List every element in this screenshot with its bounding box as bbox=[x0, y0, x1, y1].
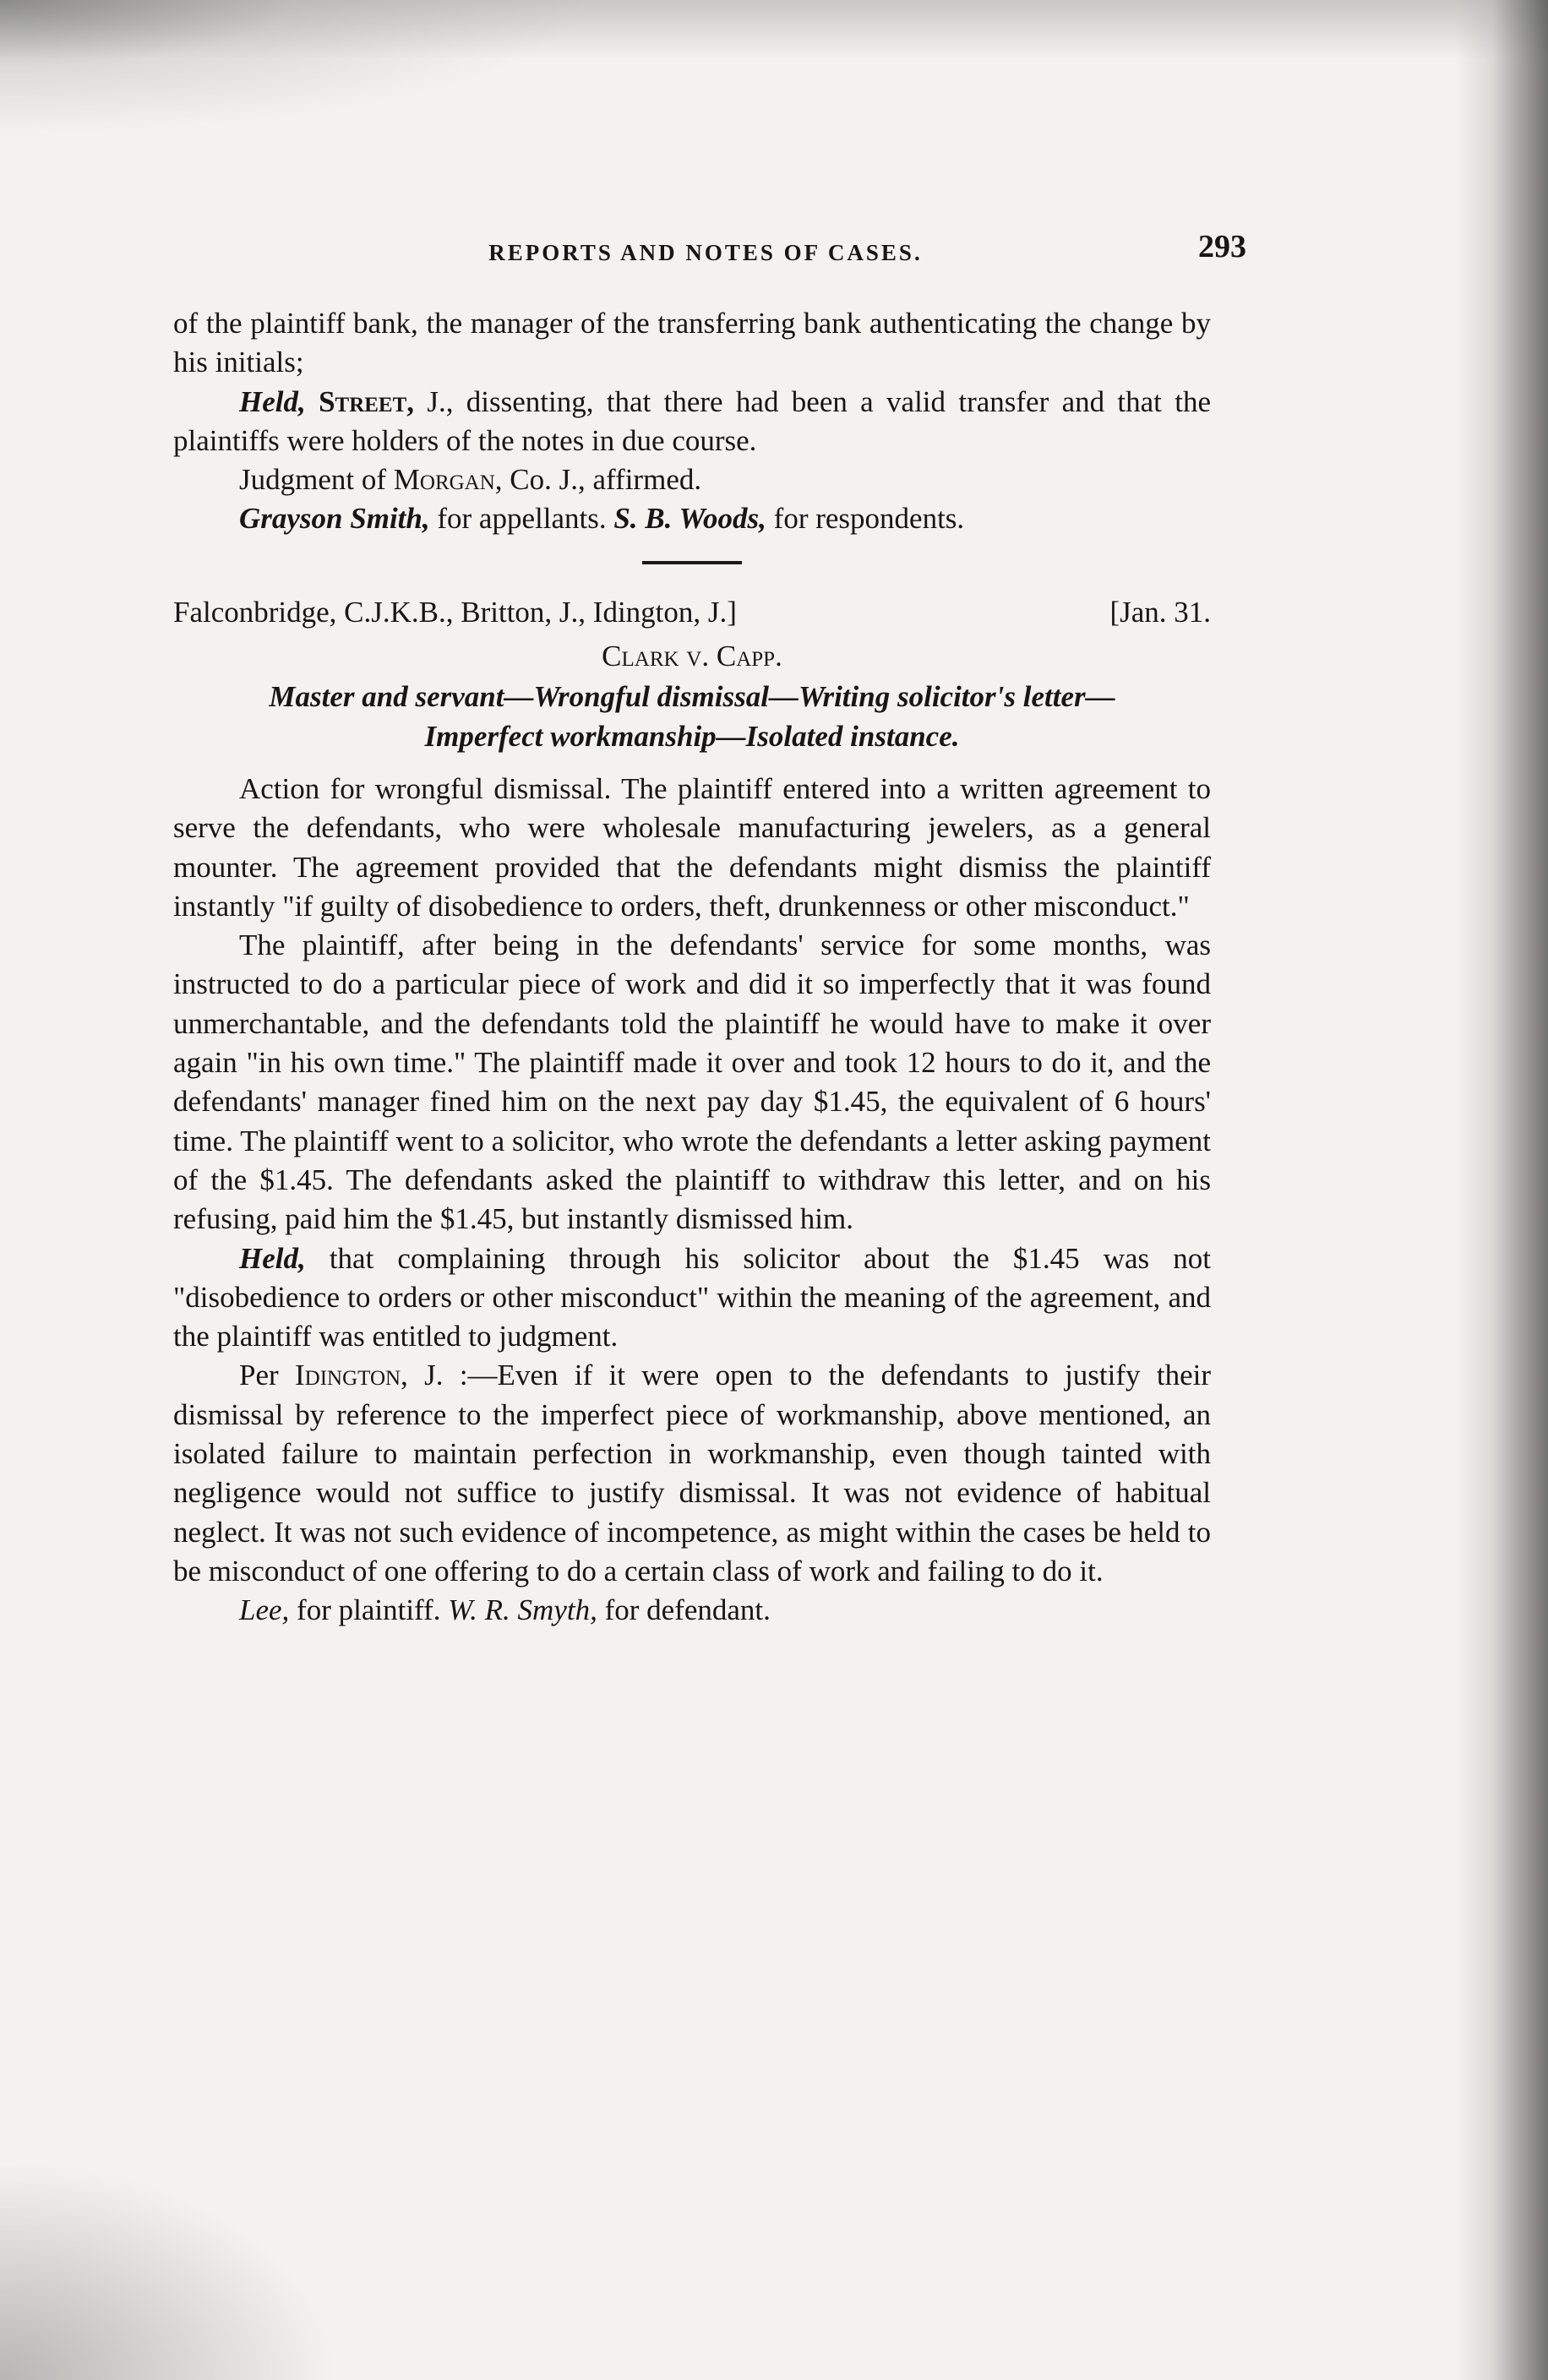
counsel-plaintiff-role: for plaintiff. bbox=[289, 1593, 449, 1627]
case-date: [Jan. 31. bbox=[1109, 595, 1211, 629]
counsel-appellants-name: Grayson Smith, bbox=[239, 502, 430, 536]
case-counsel-paragraph bbox=[173, 1591, 1211, 1630]
counsel-respondents-name: S. B. Woods, bbox=[613, 502, 766, 536]
body-text bbox=[173, 304, 1211, 1631]
running-title: REPORTS AND NOTES OF CASES. bbox=[488, 240, 923, 265]
case-paragraph-2: The plaintiff, after being in the defendants' service for some months, was instructed to do a particular piece of work and did it so imperfectly that it was found unmerchantable, and the defendants told the plaintiff he would have to make it over again "in his own time." The plaintiff made it over and took 12 hours to do it, and the defendants' manager fined him on the next pay day $1.45, the equivalent of 6 hours' time. The plaintiff went to a solicitor, who wrote the defendants a letter asking payment of the $1.45. The defendants asked the plaintiff to withdraw this letter, and on his refusing, paid him the $1.45, but instantly dismissed him. bbox=[173, 929, 1211, 1236]
counsel-respondents-role: for respondents. bbox=[766, 502, 965, 536]
counsel-appellants-role: for appellants. bbox=[429, 502, 614, 536]
held-paragraph bbox=[173, 383, 1211, 461]
scan-shadow-bottom-left bbox=[0, 2160, 338, 2380]
held-label: Held, bbox=[239, 384, 306, 418]
counsel-defendant-name: W. R. Smyth, bbox=[448, 1593, 597, 1627]
bench-judges: Falconbridge, C.J.K.B., Britton, J., Idington, J.] bbox=[173, 595, 737, 629]
case-held-paragraph bbox=[173, 1239, 1211, 1357]
case-title: Clark v. Capp. bbox=[602, 640, 782, 673]
scan-shadow-top-left bbox=[0, 0, 591, 135]
per-prefix: Per bbox=[239, 1359, 295, 1392]
per-judge: Idington, bbox=[294, 1359, 408, 1392]
bench-line bbox=[173, 593, 1211, 632]
counsel-paragraph bbox=[173, 499, 1211, 538]
judgment-judge: Morgan, bbox=[393, 463, 503, 497]
case-headnote: Master and servant—Wrongful dismissal—Writing solicitor's letter—Imperfect workmanship—Isolated instance. bbox=[269, 680, 1115, 753]
held-judge: Street, bbox=[319, 384, 415, 418]
page-number: 293 bbox=[1198, 229, 1246, 264]
case-held-text: that complaining through his solicitor about the $1.45 was not "disobedience to orders or other misconduct" within the meaning of the agreement, and the plaintiff was entitled to judgment. bbox=[173, 1241, 1211, 1353]
case-held-label: Held, bbox=[239, 1241, 306, 1275]
case-paragraph-1: Action for wrongful dismissal. The plaintiff entered into a written agreement to serve the defendants, who were wholesale manufacturing jewelers, as a general mounter. The agreement provided that the defendants might dismiss the plaintiff instantly "if guilty of disobedience to orders, theft, drunkenness or other misconduct." bbox=[173, 771, 1211, 923]
counsel-defendant-role: for defendant. bbox=[597, 1593, 771, 1627]
per-text: J. :—Even if it were open to the defendants to justify their dismissal by reference to the imperfect piece of workmanship, above mentioned, an isolated failure to maintain perfection in workmanship, even though tainted with negligence would not suffice to justify dismissal. It was not evidence of habitual neglect. It was not such evidence of incompetence, as might within the cases be held to be misconduct of one offering to do a certain class of work and failing to do it. bbox=[173, 1359, 1211, 1588]
per-idington-paragraph bbox=[173, 1356, 1211, 1591]
counsel-plaintiff-name: Lee, bbox=[239, 1593, 290, 1627]
running-head bbox=[165, 228, 1246, 279]
section-divider bbox=[642, 561, 742, 564]
continuation-text: of the plaintiff bank, the manager of the transferring bank authenticating the change by his initials; bbox=[173, 307, 1211, 379]
judgment-suffix: Co. J., affirmed. bbox=[502, 463, 702, 497]
scan-shadow-right bbox=[1455, 0, 1548, 2380]
held-text: J., dissenting, that there had been a valid transfer and that the plaintiffs were holders of the notes in due course. bbox=[173, 384, 1211, 457]
judgment-prefix: Judgment of bbox=[239, 463, 394, 497]
judgment-paragraph bbox=[173, 460, 1211, 499]
continuation-paragraph bbox=[173, 304, 1211, 383]
